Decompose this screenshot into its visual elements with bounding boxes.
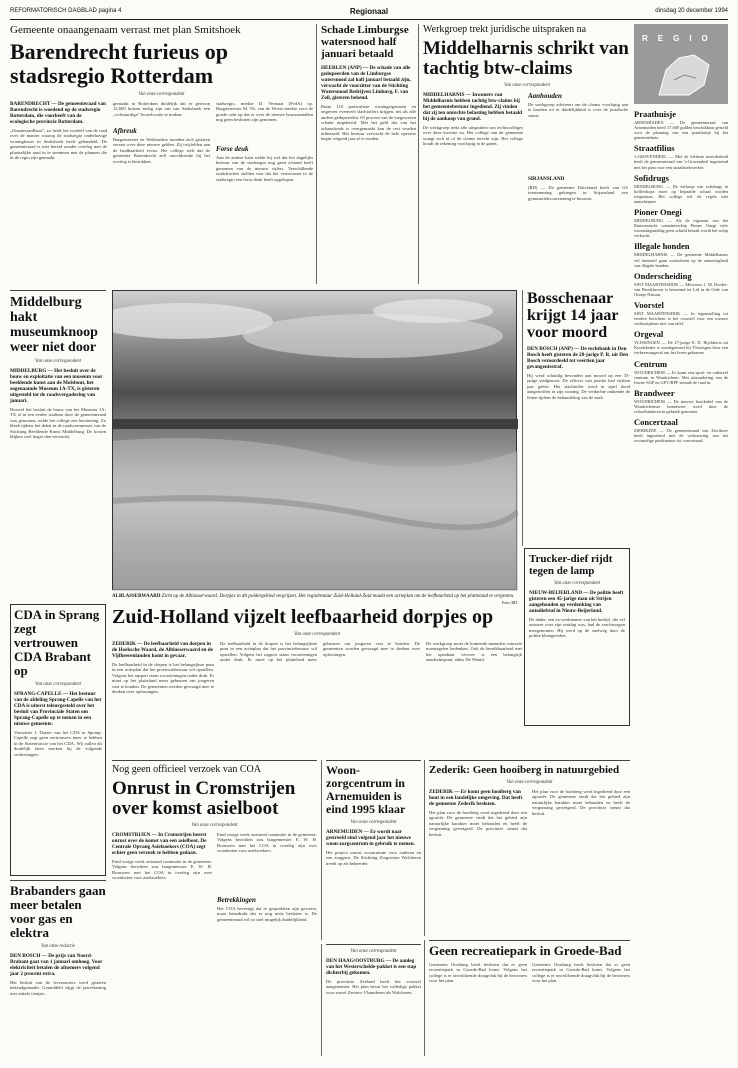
sidebar-item-text: SINT MAARTENSDIJK — In tegenstelling tot eerdere berichten is het voorstel voor een nieuwe vuilstortplaats niet van tafel. — [634, 310, 728, 327]
issue-date: dinsdag 20 december 1994 — [655, 8, 728, 14]
trucker-body: De dader, een ex-werknemer van het bedrijf, die vel onaozer over zijn ontslag was, had de vrachtwagen meegenomen. Hij werd op de snelweg door de politie klemgereden. — [529, 617, 625, 639]
sidebar-item-text: WOUDRICHEM — Er komt een sport- en cultureel centrum in Woudrichem. Met uitzondering van de fractie SGP en GPV/RPF stemde de raad in. — [634, 369, 728, 385]
werkgroep-body-2: De werkgroep adviseert om de claims voorlopig aan te houden tot er duidelijkheid is over de juridische status. — [528, 102, 628, 118]
middelburg-body: Hoewel het besluit de bouw van het Museum 1A-TX al in een eerder stadium door de gemeenteraad was genomen, wilde het college een herziening. Zo bleek tijdens het debat in de raadscommissie van de Stichting Beeldende Kunst Middelburg. De kosten blijken veel hoger dan verwacht. — [10, 407, 106, 440]
main-byline: Van onze correspondent — [138, 92, 185, 97]
coa-body: Eind vorige week ontstond commotie in de gemeente. Volgens berichten zou burgemeester E. W. H. Brouwers met het COA in overleg zijn over woonboten voor asielzoekers. — [112, 859, 212, 881]
page-header — [10, 6, 728, 20]
werkgroep-byline: Van onze correspondent — [504, 83, 550, 88]
sidebar-item-title: Onderscheiding — [634, 270, 692, 281]
pakket-byline: Van onze correspondent — [350, 949, 397, 954]
bosschenaar-headline: Bosschenaar krijgt 14 jaar voor moord — [527, 290, 619, 341]
woonzorg-article — [321, 760, 421, 940]
section-title: Regionaal — [349, 7, 389, 16]
zederik-article — [424, 760, 630, 936]
woonzorg-headline: Woon-zorgcentrum in Arnemuiden is eind 1995 klaar — [326, 763, 406, 816]
main-lead: BARENDRECHT — De gemeenteraad van Barendrecht is woedend op de stadsregio Rotterdam, die voorheeft van de ecologische provincie Rotterdam. — [10, 101, 106, 125]
caption-text: Zicht op de Alblasserwaard. Dorpjes in dit poldergebied vergrijzen. Het regiobestuur Zuid-Holland-Zuid maakt een actieplan om de leefbaarheid op het platteland te vergroten. — [161, 594, 515, 599]
limburg-lead: HEERLEN (ANP) — De schade van alle gedupeerden van de Limburgse watersnood zal half januari betaald zijn, verwacht de voorzitter van de Stichting Watersnood Bedrijven Limburg, F. van Zeil, gisteren bekend. — [321, 65, 411, 101]
recreatiepark-article — [424, 940, 630, 1056]
werkgroep-lead: MIDDELHARNIS — Inwoners van Middelharnis hebben tachtig btw-claims bij het gemeentebestuur ingediend. Zij vinden dat zij ten onrechte belasting hebben betaald bij de aankoop van grond. — [423, 92, 523, 122]
main-sub-forse-deuk: Forse deuk — [216, 145, 249, 153]
coa-headline: Onrust in Cromstrijen over komst asielboot — [112, 778, 296, 819]
brabanders-headline: Brabanders gaan meer betalen voor gas en elektra — [10, 883, 106, 940]
caption-tag: ALBLASSERWAARD — [112, 594, 161, 599]
cda-body: Voorzitter J. Duizer van het CDA in Sprang-Capelle zegt geen vertrouwen meer te hebben in de Statenfractie van het CDA. Wij zullen dit duidelijk laten merken bij de volgende verkiezingen. — [14, 730, 102, 757]
bosschenaar-article — [522, 290, 630, 546]
photo-credit: Foto: RD — [501, 600, 517, 605]
zederik-headline: Zederik: Geen hooiberg in natuurgebied — [429, 764, 620, 776]
sidebar-item-text: ARNEMUIDEN — De gemeenteraad van Arnemuiden heeft 17.000 gulden beschikbaar gesteld voor de planning van een praathuisje bij het gemeentehuis. — [634, 120, 728, 141]
coa-body-a: Eind vorige week ontstond commotie in de gemeente. Volgens berichten zou burgemeester E. W. H. Brouwers met het COA in overleg zijn over woonboten voor asielzoekers. — [217, 832, 317, 854]
werkgroep-article — [418, 24, 631, 284]
recreatiepark-body-b: Gemeente Oostburg heeft besloten dat er geen recreatiepark in Groede-Bad komt. Volgens het college is er onvoldoende draagvlak bij de bewoners voor het plan. — [532, 962, 630, 984]
coa-byline: Van onze correspondent — [191, 823, 238, 828]
bosschenaar-lead: DEN BOSCH (ANP) — De rechtbank in Den Bosch heeft gisteren de 28-jarige P. R. uit Den Bosch veroordeeld tot veertien jaar gevangenisstraf. — [527, 346, 629, 370]
brabanders-article — [10, 880, 106, 1040]
landscape-photo — [112, 290, 517, 590]
main-kicker: Gemeente onaangenaam verrast met plan Smitshoek — [10, 24, 241, 36]
main-body-3: Burgemeester en Wethouders toonden zich gisteren verrast over deze nieuwe gelden. Zij twijfelden aan de haalbaarheid ervan. Het college stelt dat de gemeente Barendrecht zelf onvoldoende bij het overleg is betrokken. — [113, 137, 210, 164]
limburg-article — [316, 24, 416, 284]
pakket-article — [321, 944, 421, 1056]
coa-sub: Betrekkingen — [217, 896, 256, 904]
sidebar-item-title: Brandweer — [634, 387, 675, 398]
zederik-lead: ZEDERIK — Er komt geen hooiberg van hout in een landelijke omgeving. Dat heeft de gemeente Zederik besloten. — [429, 789, 523, 807]
sidebar-item-title: Sofidrugs — [634, 172, 669, 183]
zuidholland-lead: ZEDERIK — De leefbaarheid van dorpen in de Hoeksche Waard, de Alblasserwaard en de Vijfheerenlanden komt in gevaar. — [112, 641, 213, 659]
recreatiepark-body: Gemeente Oostburg heeft besloten dat er geen recreatiepark in Groede-Bad komt. Volgens het college is er onvoldoende draagvlak bij de bewoners voor het plan. — [429, 962, 527, 984]
sidebar-item-title: Centrum — [634, 358, 668, 369]
zuidholland-body-a: De leefbaarheid in de dorpen is het belangrijkste punt in een actieplan dat het provinciebestuur wil opstellen. Volgens het rapport staan voorzieningen onder druk. Er moet op het platteland meer gebeuren om jongeren vast te houden. De gemeenten worden gevraagd mee te denken over oplossingen. — [112, 662, 214, 695]
werkgroep-headline: Middelharnis schrikt van tachtig btw-claims — [423, 38, 629, 79]
photo-clouds-icon — [113, 291, 518, 591]
zederik-body: Het plan voor de hooiberg werd ingediend door een agrariër. De gemeente vindt dat het gebied zijn natuurlijke karakter moet behouden en heeft de vergunning geweigerd. De provincie steunt dat besluit. — [532, 789, 630, 816]
sidebar-item-text: MIDDELBURG — Als de eigenaar van het Rumoerzucht containerschip Pioner Onegi vóór woensdagmiddag geen schuld betaalt wordt het schip verkocht. — [634, 218, 728, 239]
bosschenaar-body: Hij werd schuldig bevonden aan moord op een 35-jarige stadgenoot. De officier van justitie had vijftien jaar geëist. Het slachtoffer werd in april dood aangetroffen in zijn woning. De verdachte ontkende de feiten tijdens de behandeling van de zaak. — [527, 373, 630, 400]
zuidholland-article — [112, 606, 522, 751]
sidebar-item-text: WOUDRICHEM — De nieuwe bootkabel van de Woudrichemse brandweer werd door de schoolkinderen in gebruik genomen. — [634, 398, 728, 414]
pakket-lead: DEN HAAG/OOSTBURG — De aanleg van het Westerschelde-pakket is een stap dichterbij gekomen. — [326, 958, 417, 976]
photo-caption — [112, 594, 517, 606]
main-article — [10, 24, 313, 238]
main-sub-afbreuk: Afbreuk — [113, 127, 137, 135]
sidebar-item-text: 's-GRAVENDEEL — Met de kleinste meerderheid heeft de gemeenteraad van 's-Gravendeel ingestemd met het plan voor een straathoekwerker. — [634, 154, 728, 170]
trucker-article — [524, 548, 630, 726]
middelburg-byline: Van onze correspondent — [35, 359, 81, 364]
cda-byline: Van onze correspondent — [35, 682, 81, 687]
zederik-byline: Van onze correspondent — [506, 780, 553, 785]
sidebar-item-title: Pioner Onegi — [634, 207, 682, 218]
regio-map-icon — [654, 50, 714, 100]
sidebar-item-text: SINT MAARTENSDIJK — Mevrouw J. M. Dorder-van Broekhoven is benoemd tot Lid in de Orde van Oranje-Nassau. — [634, 281, 728, 297]
sirjansland-brief: (RD) — De gemeente Duiveland heeft van GS toestemming gekregen in Sirjansland een gymnastiekvoorziening te bouwen. — [528, 185, 628, 201]
werkgroep-body: De werkgroep trekt alle uitspraken van rechtscolleges over deze kwestie na. Het college van de gemeente vraagt zich af of de claims terecht zijn. Het college houdt de rekening voorlopig in de gaten. — [423, 125, 523, 147]
middelburg-lead: MIDDELBURG — Het besluit over de bouw en exploitatie van een museum voor beeldende kunst aan de Molsbout, het zogenaamde Museum 1A-TX, is gisteren uitgesteld tot de raadsvergadering van januari. — [10, 368, 103, 404]
main-body-4: stadsregio, merkte D. Vermaat (PvdA) op. Burgemeester M. Th. van de Woest merkte voor de goede orde op dat er over de nieuwe bouwaantallen nog geen besluiten zijn genomen. — [216, 101, 313, 123]
woonzorg-byline: Van onze correspondent — [350, 820, 397, 825]
cda-lead: SPRANG-CAPELLE — Het bestuur van de afdeling Sprang-Capelle van het CDA is uiterst teleurgesteld over het besluit van Provinciale Staten om Sprang-Capelle op te nemen in een nieuwe gemeente. — [14, 691, 102, 727]
sidebar-item-title: Illegale honden — [634, 241, 690, 252]
zuidholland-body-2: De werkgroep moet de komende maanden concrete maatregelen bedenken. Ook de bereikbaarheid met het openbaar vervoer is een belangrijk aandachtspunt, aldus De Waard. — [426, 641, 522, 663]
pakket-body: De provincie Zeeland heeft het voorstel aangenomen. Het plan bevat het volledige pakket voor zowel Zeeuws-Vlaanderen als Walcheren. — [326, 979, 421, 995]
trucker-byline: Van onze correspondent — [554, 581, 600, 586]
trucker-lead: NIEUW-BEIJERLAND — De politie heeft gisteren een 45-jarige man uit Strijen aangehouden op verdenking van autodiefstal in Nieuw-Beijerland. — [529, 590, 624, 614]
regio-sidebar — [634, 106, 728, 1056]
sidebar-item-title: Concertzaal — [634, 417, 678, 428]
regio-banner — [634, 24, 728, 104]
main-headline: Barendrecht furieus op stadsregio Rotterdam — [10, 39, 228, 88]
sidebar-item-title: Praathuisje — [634, 109, 677, 119]
zuidholland-headline: Zuid-Holland vijzelt leefbaarheid dorpjes op — [112, 606, 494, 628]
coa-article — [112, 760, 317, 1026]
sidebar-item-title: Straatfilius — [634, 143, 675, 154]
trucker-headline: Trucker-dief rijdt tegen de lamp — [529, 553, 613, 577]
limburg-headline: Schade Limburgse watersnood half januari betaald — [321, 24, 409, 60]
zuidholland-byline: Van onze correspondent — [294, 632, 340, 637]
middelburg-article — [10, 290, 106, 577]
sidebar-item-title: Voorstel — [634, 299, 664, 310]
sidebar-item-title: Orgeval — [634, 329, 664, 340]
sidebar-item-text: VLISSINGEN — De 27-jarige E. D. Rijckborst uit Koudekerke is zondagavond bij Vlissingen door een verkeersongeval om het leven gekomen. — [634, 340, 728, 356]
werkgroep-kicker: Werkgroep trekt juridische uitspraken na — [423, 24, 587, 35]
coa-body-2: Het COA bevestigt dat er gesprekken zijn geweest, maar benadrukt dat er nog niets besloten is. De gemeenteraad wil zo snel mogelijk duidelijkheid. — [217, 906, 317, 922]
sirjansland-title: SIRJANSLAND — [528, 176, 565, 182]
coa-lead: CROMSTRIJEN — In Cromstrijen heerst onrust over de komst van een asielboot. De Centrale Opvang Asielzoekers (COA) zegt echter geen verzoek te hebben gedaan. — [112, 832, 207, 856]
zuidholland-body: De leefbaarheid in de dorpen is het belangrijkste punt in een actieplan dat het provinciebestuur wil opstellen. Volgens het rapport staan voorzieningen onder druk. Er moet op het platteland meer gebeuren om jongeren vast te houden. De gemeenten worden gevraagd mee te denken over oplossingen. — [220, 641, 420, 663]
recreatiepark-headline: Geen recreatiepark in Groede-Bad — [429, 943, 622, 958]
woonzorg-lead: ARNEMUIDEN — Er wordt naar gestreefd eind volgend jaar het nieuwe woon-zorgcentrum in gebruik te nemen. — [326, 829, 415, 847]
woonzorg-body: Het project omvat woonruimte voor ouderen en een zorgpost. De Stichting Zorgcentra Walcheren treedt op als beheerder. — [326, 850, 421, 866]
werkgroep-sub: Aanhouden — [528, 92, 562, 100]
newspaper-name: REFORMATORISCH DAGBLAD pagina 4 — [10, 8, 122, 14]
brabanders-lead: DEN BOSCH — De prijs van Noord-Brabant gaat van 1 januari omhoog. Voor elektriciteit betalen de afnemers volgend jaar 2 procent extra. — [10, 953, 103, 977]
sidebar-item-text: ZIERIKZEE — De gemeenteraad van Zierikzee heeft ingestemd met de verbouwing van het voormalige postkantoor tot concertzaal. — [634, 428, 728, 444]
limburg-body: Ruim 110 particuliere woningeigenaren en ongeveer evenveel slachtoffers krijgen, net als alle andere gedupeerden, 65 procent van de toegewezen schade uitgekeerd. Met het geld dat van het orkaanfonds is overgemaakt kan de rest worden uitbetaald. Het bestuur verwacht de hele operatie begin volgend jaar af te ronden. — [321, 104, 416, 142]
regio-letters: REGIO — [642, 34, 718, 43]
main-body-1: „Onaanvaardbaar”, zo heidt het oordeel van de raad over de manier waarop de stadsregio onderhavige woningbouw in Smitshoek heeft gehandeld. De gemeenteraad is niet bereid zonder overleg met de plaatselijke raad in te stemmen met de plannen die in de regio zijn gemaakt. — [10, 128, 107, 161]
sidebar-item-text: MIDDELHARNIS — De gemeente Middelharnis wil intensief gaan controleren op de aanwezigheid van illegale honden. — [634, 252, 728, 268]
brabanders-byline: Van onze redactie — [41, 944, 75, 949]
main-body-5: Aan de andere kant stelde hij wel dat het dagelijks bestuur van de stadsregio nog geen afstand heeft genomen van de nieuwe cijfers. Verschillende raadsfracties stelden vast dat het vertrouwen in de stadsregio een forse deuk heeft opgelopen. — [216, 155, 313, 182]
cda-article — [10, 604, 106, 876]
coa-kicker: Nog geen officieel verzoek van COA — [112, 764, 261, 775]
middelburg-headline: Middelburg hakt museumknoop weer niet door — [10, 295, 98, 355]
cda-headline: CDA in Sprang zegt vertrouwen CDA Brabant op — [14, 607, 100, 678]
main-body-2: gemaakt in Rotterdam duidelijk dat er gewoon 12.600 huizen nodig zijn om van Smitshoek een „volwaardige” bouwlocatie te maken. — [113, 101, 210, 117]
sidebar-item-text: MIDDELBURG — De verkoop van softdrugs in koffieshops moet op bepaalde schaal worden toegestaan. Het college wil de regels niet aanscherpen. — [634, 183, 728, 204]
brabanders-body: Het besluit van de leveranciers werd gisteren bekendgemaakt. Gemiddeld stijgt de jaarrekening met enkele tientjes. — [10, 980, 106, 996]
zederik-body-a: Het plan voor de hooiberg werd ingediend door een agrariër. De gemeente vindt dat het gebied zijn natuurlijke karakter moet behouden en heeft de vergunning geweigerd. De provincie steunt dat besluit. — [429, 810, 527, 837]
